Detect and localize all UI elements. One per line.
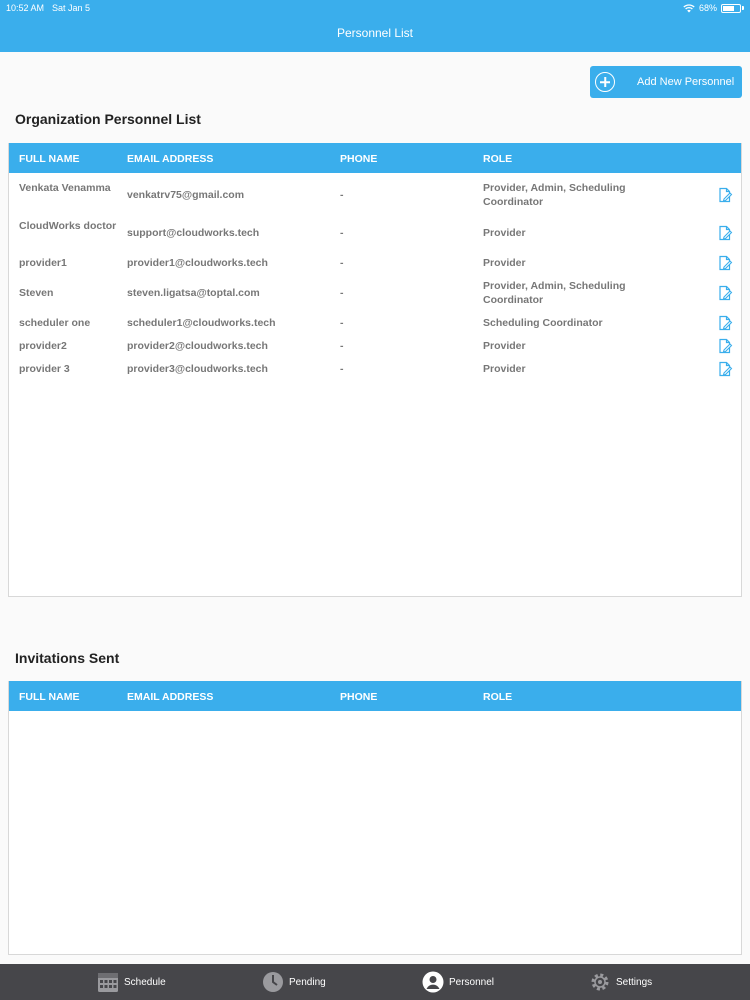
row-email: steven.ligatsa@toptal.com (127, 287, 260, 299)
row-role: Provider (483, 363, 526, 375)
battery-percent: 68% (698, 3, 717, 13)
org-personnel-table (8, 143, 742, 597)
row-role: Provider (483, 227, 526, 239)
row-email: provider1@cloudworks.tech (127, 257, 268, 269)
column-header-phone: PHONE (340, 691, 378, 703)
battery-icon (721, 4, 741, 13)
clock-icon (262, 971, 284, 993)
row-role: Provider, Admin, Scheduling Coordinator (483, 280, 626, 306)
column-header-phone: PHONE (340, 153, 378, 165)
row-full-name: CloudWorks doctor (19, 220, 117, 232)
invitations-table (8, 681, 742, 955)
column-header-email: EMAIL ADDRESS (127, 153, 214, 165)
tab-personnel[interactable] (422, 964, 494, 1000)
add-new-personnel-button[interactable] (590, 66, 742, 98)
row-email: scheduler1@cloudworks.tech (127, 317, 276, 329)
status-indicators (683, 3, 744, 13)
row-phone: - (340, 317, 344, 329)
column-header-role: ROLE (483, 153, 513, 165)
edit-document-icon[interactable] (717, 187, 733, 203)
tab-schedule[interactable] (97, 964, 166, 1000)
row-phone: - (340, 363, 344, 375)
row-email: provider3@cloudworks.tech (127, 363, 268, 375)
status-time: 10:52 AM (6, 3, 45, 13)
edit-document-icon[interactable] (717, 285, 733, 301)
plus-circle-icon (595, 72, 615, 92)
row-role: Provider (483, 257, 526, 269)
row-full-name: provider2 (19, 340, 67, 352)
tab-personnel-label: Personnel (449, 976, 495, 988)
tab-settings[interactable] (589, 964, 652, 1000)
status-date: Sat Jan 5 (52, 3, 91, 13)
bottom-tab-bar (0, 964, 750, 1000)
column-header-email: EMAIL ADDRESS (127, 691, 214, 703)
invitations-section-title: Invitations Sent (15, 650, 120, 666)
tab-pending[interactable] (262, 964, 326, 1000)
tab-settings-label: Settings (616, 976, 653, 988)
person-icon (422, 971, 444, 993)
org-table-header (9, 143, 741, 173)
column-header-full-name: FULL NAME (19, 153, 80, 165)
wifi-icon (683, 4, 695, 13)
page-title: Personnel List (336, 26, 414, 40)
row-phone: - (340, 340, 344, 352)
row-full-name: Steven (19, 287, 54, 299)
tab-schedule-label: Schedule (124, 976, 166, 988)
row-full-name: Venkata Venamma (19, 182, 111, 194)
add-new-personnel-label: Add New Personnel (637, 76, 735, 88)
row-phone: - (340, 227, 344, 239)
column-header-role: ROLE (483, 691, 513, 703)
row-phone: - (340, 257, 344, 269)
column-header-full-name: FULL NAME (19, 691, 80, 703)
row-role: Provider (483, 340, 526, 352)
edit-document-icon[interactable] (717, 225, 733, 241)
row-email: provider2@cloudworks.tech (127, 340, 268, 352)
row-email: support@cloudworks.tech (127, 227, 260, 239)
status-bar (0, 0, 750, 16)
edit-document-icon[interactable] (717, 315, 733, 331)
row-phone: - (340, 189, 344, 201)
header-bar (0, 0, 750, 52)
row-role: Provider, Admin, Scheduling Coordinator (483, 182, 626, 208)
edit-document-icon[interactable] (717, 255, 733, 271)
gear-icon (589, 971, 611, 993)
edit-document-icon[interactable] (717, 338, 733, 354)
org-section-title: Organization Personnel List (15, 111, 201, 127)
row-role: Scheduling Coordinator (483, 317, 603, 329)
row-full-name: scheduler one (19, 317, 91, 329)
tab-pending-label: Pending (289, 976, 326, 988)
row-phone: - (340, 287, 344, 299)
row-full-name: provider 3 (19, 363, 70, 375)
invitations-table-header (9, 681, 741, 711)
row-full-name: provider1 (19, 257, 67, 269)
calendar-icon (97, 971, 119, 993)
row-email: venkatrv75@gmail.com (127, 189, 245, 201)
edit-document-icon[interactable] (717, 361, 733, 377)
